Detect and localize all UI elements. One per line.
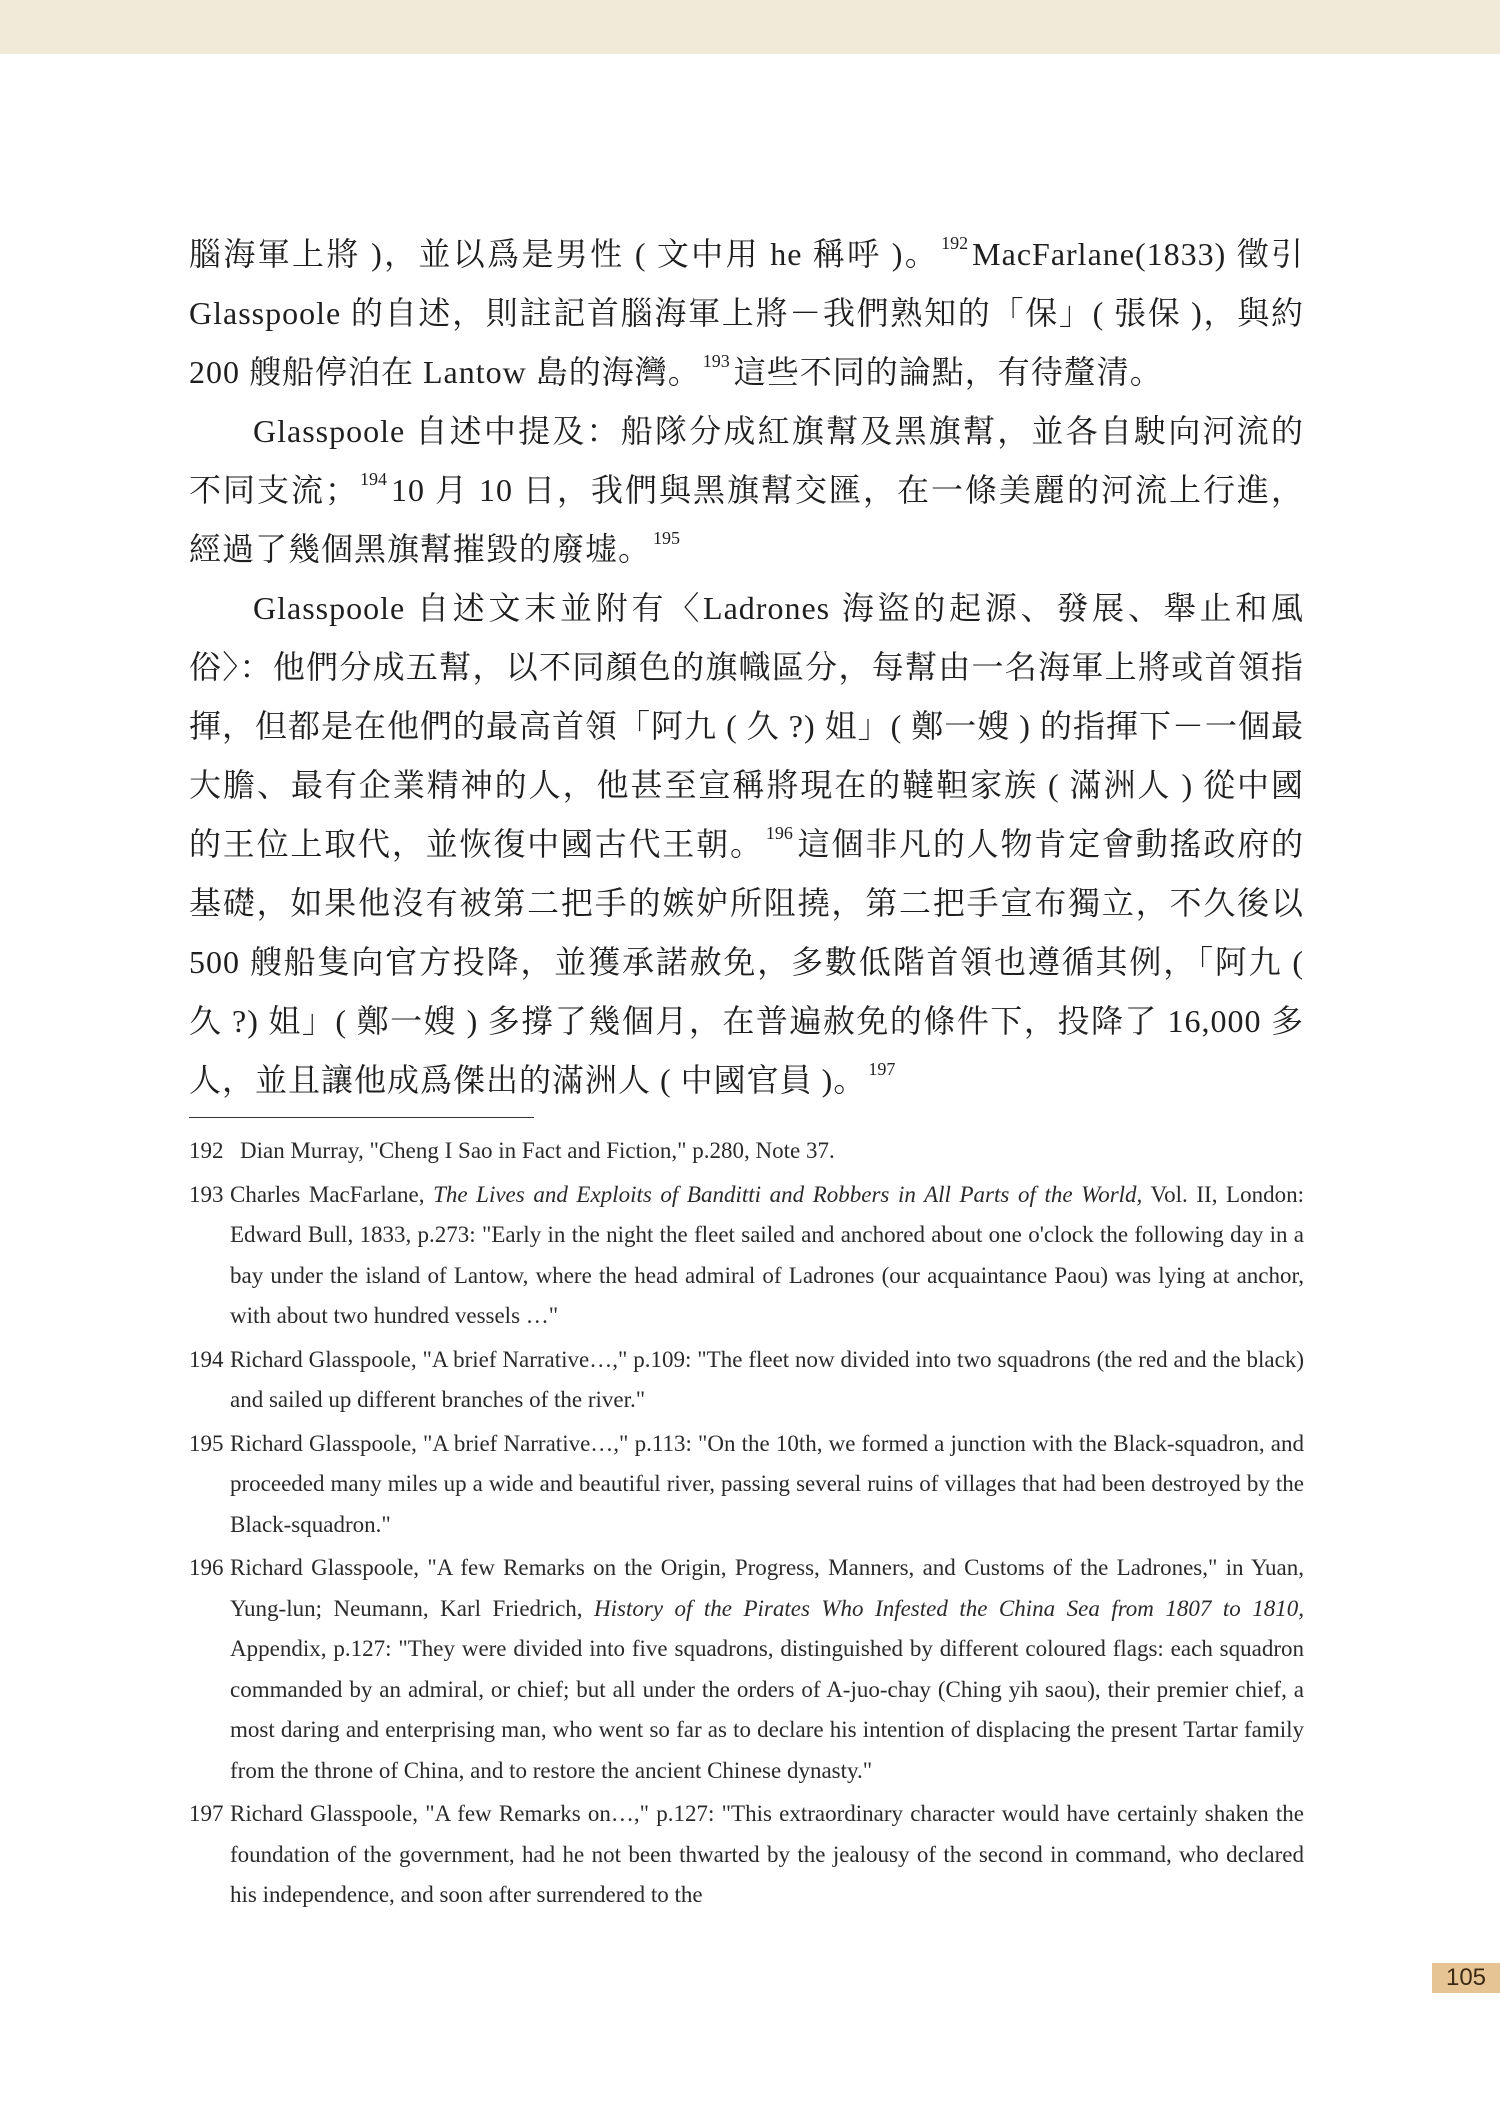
- paragraph-2-part-b: 10 月 10 日，我們與黑旗幫交匯，在一條美麗的河流上行進，經過了幾個黑旗幫摧毀的廢墟。: [189, 472, 1304, 567]
- footnote-ref-193[interactable]: 193: [702, 351, 730, 371]
- paragraph-1-part-c: 這些不同的論點，有待釐清。: [733, 354, 1163, 390]
- footnote-text: Richard Glasspoole, "A brief Narrative…," p.109: "The fleet now divided into two squadrons (the red and the black) and sailed up different branches of the river.": [230, 1346, 1304, 1412]
- footnote-194: [189, 1340, 1304, 1421]
- footnote-192: [189, 1131, 1304, 1172]
- footnote-195: [189, 1424, 1304, 1546]
- footnote-number: 196: [189, 1555, 224, 1580]
- body-text: [189, 225, 1304, 1110]
- footnote-text-pre: Charles MacFarlane,: [230, 1181, 434, 1207]
- paragraph-3: [189, 579, 1304, 1110]
- paragraph-1-part-b: MacFarlane(1833) 徵引 Glasspoole 的自述，則註記首腦海軍上將－我們熟知的「保」( 張保 )，與約 200 艘船停泊在 Lantow 島的海灣。: [189, 236, 1304, 390]
- footnote-number: 194: [189, 1346, 224, 1372]
- footnote-divider: [189, 1117, 534, 1118]
- footnote-ref-195[interactable]: 195: [653, 528, 681, 548]
- footnote-number: 192: [189, 1138, 224, 1163]
- footnote-ref-194[interactable]: 194: [360, 469, 387, 489]
- footnote-text: Richard Glasspoole, "A few Remarks on…," p.127: "This extraordinary character would have certainly shaken the foundation of the government, had he not been thwarted by the jealousy of the second in command, who declared his independence, and soon after surrendered to the: [230, 1801, 1304, 1907]
- footnote-text-pre: Richard Glasspoole, "A few Remarks on the Origin, Progress, Manners, and Customs of the Ladrones," in Yuan, Yung-lun; Neumann, Karl Friedrich,: [230, 1555, 1304, 1621]
- footnote-number: 197: [189, 1801, 224, 1826]
- footnote-193: [189, 1175, 1304, 1337]
- book-title: The Lives and Exploits of Banditti and Robbers in All Parts of the World,: [433, 1181, 1143, 1207]
- footnote-text-post: Appendix, p.127: "They were divided into five squadrons, distinguished by different coloured flags: each squadron commanded by an admiral, or chief; but all under the orders of A-juo-chay (Ching yih saou), their premier chief, a most daring and enterprising man, who went so far as to declare his intention of displacing the present Tartar family from the throne of China, and to restore the ancient Chinese dynasty.": [230, 1636, 1304, 1783]
- footnote-ref-192[interactable]: 192: [941, 233, 969, 253]
- footnote-ref-196[interactable]: 196: [765, 823, 793, 843]
- footnote-text: Dian Murray, "Cheng I Sao in Fact and Fiction," p.280, Note 37.: [240, 1138, 835, 1163]
- footnote-text: [230, 1175, 1304, 1337]
- paragraph-2-part-a: Glasspoole 自述中提及：船隊分成紅旗幫及黑旗幫，並各自駛向河流的不同支流；: [189, 413, 1304, 508]
- footnote-ref-197[interactable]: 197: [868, 1059, 896, 1079]
- footnote-text: [230, 1548, 1304, 1791]
- paragraph-1-part-a: 腦海軍上將 )，並以爲是男性 ( 文中用 he 稱呼 )。: [189, 236, 940, 272]
- footnotes: [189, 1131, 1304, 1919]
- page-number: 105: [1432, 1963, 1500, 1993]
- footnote-197: [189, 1794, 1304, 1916]
- footnote-text: Richard Glasspoole, "A brief Narrative…," p.113: "On the 10th, we formed a junction with the Black-squadron, and proceeded many miles up a wide and beautiful river, passing several ruins of villages that had been destroyed by the Black-squadron.": [230, 1430, 1304, 1537]
- footnote-196: [189, 1548, 1304, 1791]
- paragraph-1: [189, 225, 1304, 402]
- footnote-number: 195: [189, 1430, 224, 1456]
- paragraph-3-part-b: 這個非凡的人物肯定會動搖政府的基礎，如果他沒有被第二把手的嫉妒所阻撓，第二把手宣布獨立，不久後以 500 艘船隻向官方投降，並獲承諾赦免，多數低階首領也遵循其例，「阿九 ( 久 ?) 姐」( 鄭一嫂 ) 多撐了幾個月，在普遍赦免的條件下，投降了 16,000 多人，並且讓他成爲傑出的滿洲人 ( 中國官員 )。: [189, 826, 1304, 1098]
- footnote-number: 193: [189, 1181, 224, 1207]
- header-band: [0, 0, 1500, 54]
- paragraph-2: [189, 402, 1304, 579]
- book-title: History of the Pirates Who Infested the China Sea from 1807 to 1810,: [594, 1595, 1305, 1621]
- paragraph-3-part-a: Glasspoole 自述文末並附有〈Ladrones 海盜的起源、發展、舉止和風俗〉：他們分成五幫，以不同顏色的旗幟區分，每幫由一名海軍上將或首領指揮，但都是在他們的最高首領「阿九 ( 久 ?) 姐」( 鄭一嫂 ) 的指揮下－一個最大膽、最有企業精神的人，他甚至宣稱將現在的韃靼家族 ( 滿洲人 ) 從中國的王位上取代，並恢復中國古代王朝。: [189, 590, 1304, 862]
- footnote-text-post: Vol. II, London: Edward Bull, 1833, p.273: "Early in the night the fleet sailed and anchored about one o'clock the following day in a bay under the island of Lantow, where the head admiral of Ladrones (our acquaintance Paou) was lying at anchor, with about two hundred vessels …": [230, 1181, 1304, 1328]
